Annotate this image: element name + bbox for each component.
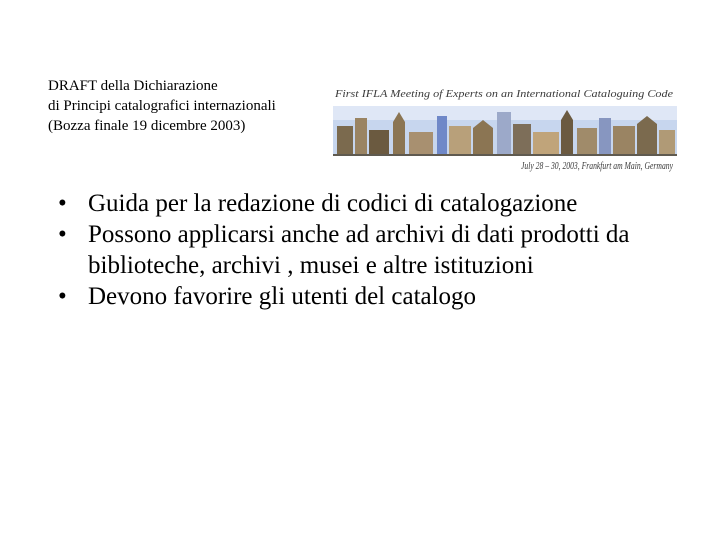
bullet-text: Possono applicarsi anche ad archivi di dati prodotti da biblioteche, archivi , musei e altre istituzioni <box>88 221 630 279</box>
bullet-marker: • <box>58 190 67 217</box>
banner-graphic <box>333 82 677 174</box>
bullet-text: Devono favorire gli utenti del catalogo <box>88 283 477 310</box>
title-line-2: di Principi catalografici internazionali <box>48 98 276 114</box>
title-line-3: (Bozza finale 19 dicembre 2003) <box>48 118 246 134</box>
slide-title-block <box>48 76 276 136</box>
bullet-item <box>58 219 688 281</box>
banner-bottom-text: July 28 – 30, 2003, Frankfurt am Main, Germany <box>521 161 674 172</box>
bullet-item <box>58 188 688 219</box>
bullet-text: Guida per la redazione di codici di catalogazione <box>88 190 578 217</box>
bullet-item <box>58 281 688 312</box>
bullet-marker: • <box>58 283 67 310</box>
title-line-1: DRAFT della Dichiarazione <box>48 78 218 94</box>
banner-top-text: First IFLA Meeting of Experts on an International Cataloguing Code <box>333 89 674 100</box>
bullet-list <box>58 188 688 312</box>
bullet-marker: • <box>58 221 67 248</box>
conference-banner-image <box>333 82 677 174</box>
